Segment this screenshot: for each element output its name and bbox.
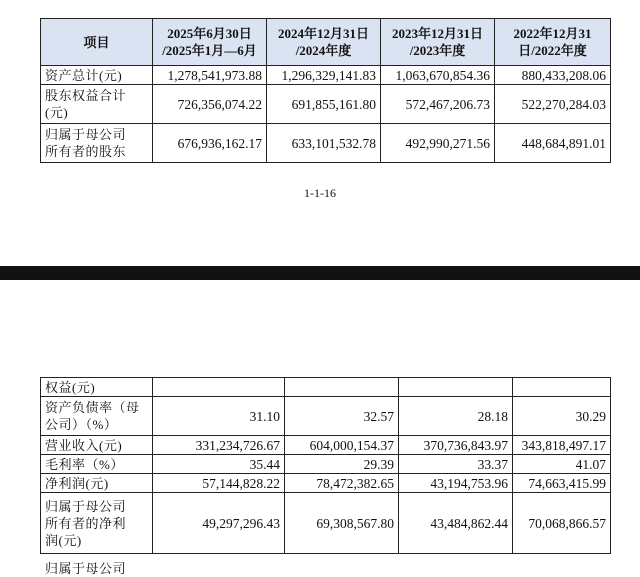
cell-value: 448,684,891.01 — [495, 124, 611, 163]
row-label: 毛利率（%） — [41, 455, 153, 474]
cell-value: 31.10 — [153, 397, 285, 436]
cell-value: 880,433,208.06 — [495, 66, 611, 85]
cell-value: 49,297,296.43 — [153, 493, 285, 554]
cell-value: 522,270,284.03 — [495, 85, 611, 124]
table-row-equity-continued — [41, 378, 611, 397]
row-label: 资产总计(元) — [41, 66, 153, 85]
cell-value: 35.44 — [153, 455, 285, 474]
page-number: 1-1-16 — [304, 186, 336, 200]
financial-table-top — [40, 18, 611, 163]
table-header-row — [41, 19, 611, 66]
row-label: 营业收入(元) — [41, 436, 153, 455]
header-2023: 2023年12月31日 /2023年度 — [381, 19, 495, 66]
table-row-net-profit — [41, 474, 611, 493]
cell-value: 74,663,415.99 — [513, 474, 611, 493]
cell-value: 676,936,162.17 — [153, 124, 267, 163]
table-row-revenue — [41, 436, 611, 455]
cell-value: 370,736,843.97 — [399, 436, 513, 455]
row-label: 权益(元) — [41, 378, 153, 397]
cell-value: 33.37 — [399, 455, 513, 474]
row-label: 资产负债率（母 公司）（%） — [41, 397, 153, 436]
row-label: 归属于母公司 所有者的净利 润(元) — [41, 493, 153, 554]
table-row-parent-net-profit — [41, 493, 611, 554]
cell-value: 1,063,670,854.36 — [381, 66, 495, 85]
cell-value: 57,144,828.22 — [153, 474, 285, 493]
cell-value: 343,818,497.17 — [513, 436, 611, 455]
partial-row-label — [40, 561, 152, 576]
cell-value: 41.07 — [513, 455, 611, 474]
row-label: 股东权益合计 (元) — [41, 85, 153, 124]
cell-value: 691,855,161.80 — [267, 85, 381, 124]
cell-value — [153, 378, 285, 397]
cell-value: 69,308,567.80 — [285, 493, 399, 554]
financial-table-bottom — [40, 377, 611, 554]
cell-value: 331,234,726.67 — [153, 436, 285, 455]
cell-value: 1,296,329,141.83 — [267, 66, 381, 85]
cell-value — [399, 378, 513, 397]
header-2024: 2024年12月31日 /2024年度 — [267, 19, 381, 66]
cell-value: 43,484,862.44 — [399, 493, 513, 554]
cell-value: 70,068,866.57 — [513, 493, 611, 554]
cell-value: 32.57 — [285, 397, 399, 436]
cell-value: 43,194,753.96 — [399, 474, 513, 493]
cell-value: 492,990,271.56 — [381, 124, 495, 163]
cell-value — [513, 378, 611, 397]
row-label: 净利润(元) — [41, 474, 153, 493]
cell-value: 633,101,532.78 — [267, 124, 381, 163]
cell-value: 29.39 — [285, 455, 399, 474]
cell-value: 30.29 — [513, 397, 611, 436]
table-row-total-assets — [41, 66, 611, 85]
header-2022: 2022年12月31 日/2022年度 — [495, 19, 611, 66]
cell-value: 572,467,206.73 — [381, 85, 495, 124]
row-label: 归属于母公司 所有者的股东 — [41, 124, 153, 163]
cell-value: 28.18 — [399, 397, 513, 436]
cell-value: 726,356,074.22 — [153, 85, 267, 124]
table-row-parent-equity — [41, 124, 611, 163]
cell-value: 1,278,541,973.88 — [153, 66, 267, 85]
partial-row-text: 归属于母公司 — [45, 561, 127, 576]
table-row-debt-ratio — [41, 397, 611, 436]
table-row-gross-margin — [41, 455, 611, 474]
header-item: 项目 — [41, 19, 153, 66]
cell-value: 78,472,382.65 — [285, 474, 399, 493]
cell-value: 604,000,154.37 — [285, 436, 399, 455]
page-divider — [0, 266, 640, 280]
header-2025h1: 2025年6月30日 /2025年1月—6月 — [153, 19, 267, 66]
table-row-total-equity — [41, 85, 611, 124]
cell-value — [285, 378, 399, 397]
